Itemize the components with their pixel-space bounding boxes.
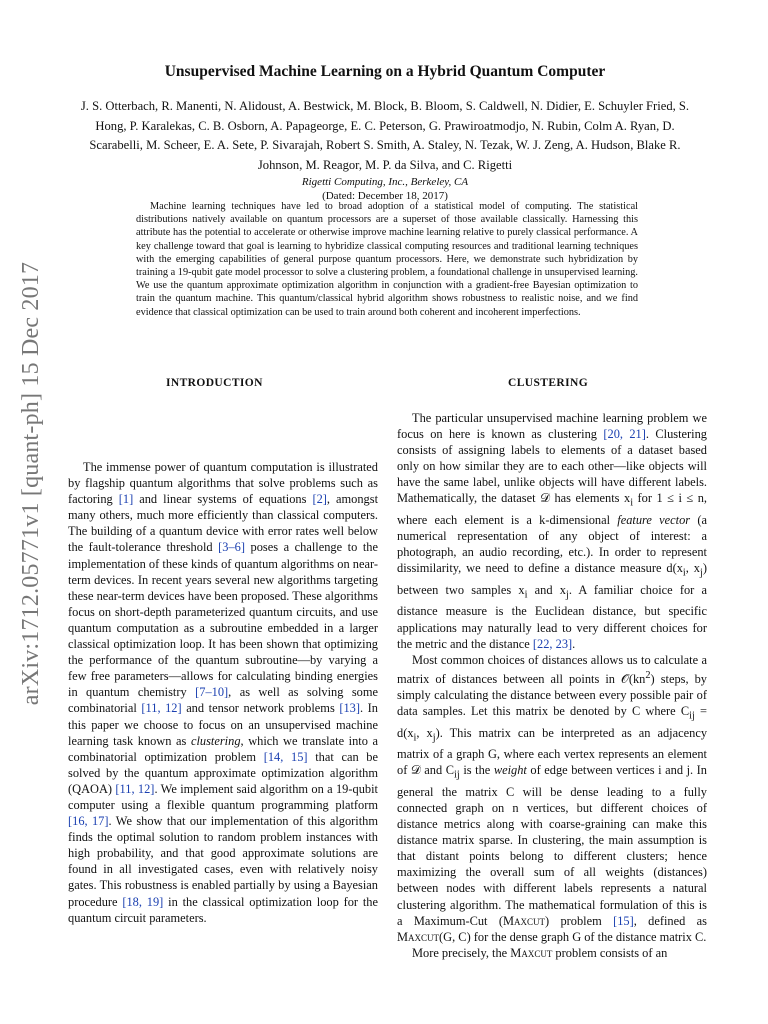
clustering-paragraph-2: Most common choices of distances allows us to calculate a matrix of distances between all points in $𝒪(kn^2)$ steps, by simply calculating the distance between every possible pair of data samples. Let this matrix be denoted by C where $C_{ij} = d(x_i$, $x_j$). This matrix can be interpreted as an adjacency matrix of a graph G, where each vertex represents an element of 𝒟 and $C_{ij}$ is the weight of edge between vertices i and j. In general the matrix C will be dense leading to a fully connected graph on n vertices, but different choices of distance metrics along with coarse-graining can make this distance matrix sparse. In clustering, the main assumption is that distant points belong to different clusters; hence maximizing the overall sum of all weights (distances) between nodes with different labels represents a natural clustering algorithm. The mathematical formulation of this is a Maximum-Cut (Maxcut) problem [15], defined as Maxcut(G, C) for the dense graph G of the distance matrix C. [397,652,708,944]
introduction-column [68,459,378,926]
citation-link[interactable]: [11, 12] [141,701,182,716]
citation-link[interactable]: [15] [613,913,634,928]
paper-title: Unsupervised Machine Learning on a Hybrid Quantum Computer [164,63,606,80]
clustering-column [397,410,707,961]
paper-header [70,63,700,203]
arxiv-stamp [12,263,52,703]
citation-link[interactable]: [2] [312,492,327,507]
citation-link[interactable]: [11, 12] [115,781,155,796]
clustering-paragraph-3: More precisely, the Maxcut problem consists of an [412,945,668,960]
abstract: Machine learning techniques have led to broad adoption of a statistical model of computing. The statistical distributions natively available on quantum processors are a superset of those available classically. Harnessing this attribute has the potential to accelerate or otherwise improve machine learning relative to purely classical performance. A key challenge toward that goal is learning to hybridize classical computing resources and traditional learning techniques with the emerging capabilities of general purpose quantum processors. Here, we demonstrate such hybridization by training a 19-qubit gate model processor to solve a clustering problem, a foundational challenge in unsupervised learning. We use the quantum approximate optimization algorithm in conjunction with a gradient-free Bayesian optimization to train the quantum machine. This quantum/classical hybrid algorithm shows robustness to realistic noise, and we find evidence that classical optimization can be used to train around both coherent and incoherent imperfections. [136,201,638,318]
clustering-paragraph-1: The particular unsupervised machine learning problem we focus on here is known as clustering [20, 21]. Clustering consists of assigning labels to elements of a dataset based only on how similar they are to each other—like objects will have the same label, unlike objects will have different labels. Mathematically, the dataset 𝒟 has elements $x_i$ for 1 ≤ i ≤ n, where each element is a k-dimensional feature vector (a numerical representation of any object of interest: a photograph, an audio recording, etc.). In order to represent dissimilarity, we need to define a distance measure $d(x_i$, $x_j$) between two samples $x_i$ and $x_j$. A familiar choice for a distance measure is the Euclidean distance, but specific applications may naturally lead to very different choices for the metric and the distance [22, 23]. [397,411,708,651]
citation-link[interactable]: [13] [339,701,360,716]
citation-link[interactable]: [16, 17] [68,814,109,829]
clustering-heading: CLUSTERING [508,377,589,389]
introduction-paragraph: The immense power of quantum computation is illustrated by flagship quantum algorithms that solve problems such as factoring [1] and linear systems of equations [2], amongst many others, much more efficiently than classical computers. The building of a quantum device with error rates well below the fault-tolerance threshold [3–6] poses a challenge to the implementation of these kinds of quantum algorithms on near-term devices. In recent years several new algorithms targeting these near-term devices have been proposed. These algorithms focus on short-depth parameterized quantum circuits, and use quantum computation as a subroutine embedded in a larger classical optimization loop. It has been shown that optimizing the performance of the quantum subroutine—by varying a few free parameters—allows for calculating binding energies in quantum chemistry [7–10], as well as solving some combinatorial [11, 12] and tensor network problems [13]. In this paper we choose to focus on an unsupervised machine learning task known as clustering, which we translate into a combinatorial optimization problem [14, 15] that can be solved by the quantum approximate optimization algorithm (QAOA) [11, 12]. We implement said algorithm on a 19-qubit computer using a flexible quantum programming platform [16, 17]. We show that our implementation of this algorithm finds the optimal solution to random problem instances with high probability, and that good approximate solutions are found in all investigated cases, even with relatively noisy gates. This robustness is enabled partially by using a Bayesian procedure [18, 19] in the classical optimization loop for the quantum circuit parameters. [68,460,379,925]
citation-link[interactable]: [1] [118,492,134,507]
affiliation: Rigetti Computing, Inc., Berkeley, CA [301,176,469,188]
citation-link[interactable]: [3–6] [218,540,245,555]
dated-line: (Dated: December 18, 2017) [322,190,448,202]
citation-link[interactable]: [20, 21] [603,427,646,442]
arxiv-stamp-text: arXiv:1712.05771v1 [quant-ph] 15 Dec 2017 [18,261,45,705]
citation-link[interactable]: [7–10] [195,685,229,700]
author-list: J. S. Otterbach, R. Manenti, N. Alidoust, A. Bestwick, M. Block, B. Bloom, S. Caldwell, N. Didier, E. Schuyler Fried, S. Hong, P. Karalekas, C. B. Osborn, A. Papageorge, E. C. Peterson, G. Prawiroatmodjo, N. Rubin, Colm A. Ryan, D. Scarabelli, M. Scheer, E. A. Sete, P. Sivarajah, Robert S. Smith, A. Staley, N. Tezak, W. J. Zeng, A. Hudson, Blake R. Johnson, M. Reagor, M. P. da Silva, and C. Rigetti [80,99,690,172]
citation-link[interactable]: [18, 19] [122,894,164,909]
citation-link[interactable]: [22, 23] [532,636,573,651]
citation-link[interactable]: [14, 15] [263,749,308,764]
introduction-heading: INTRODUCTION [166,377,263,389]
